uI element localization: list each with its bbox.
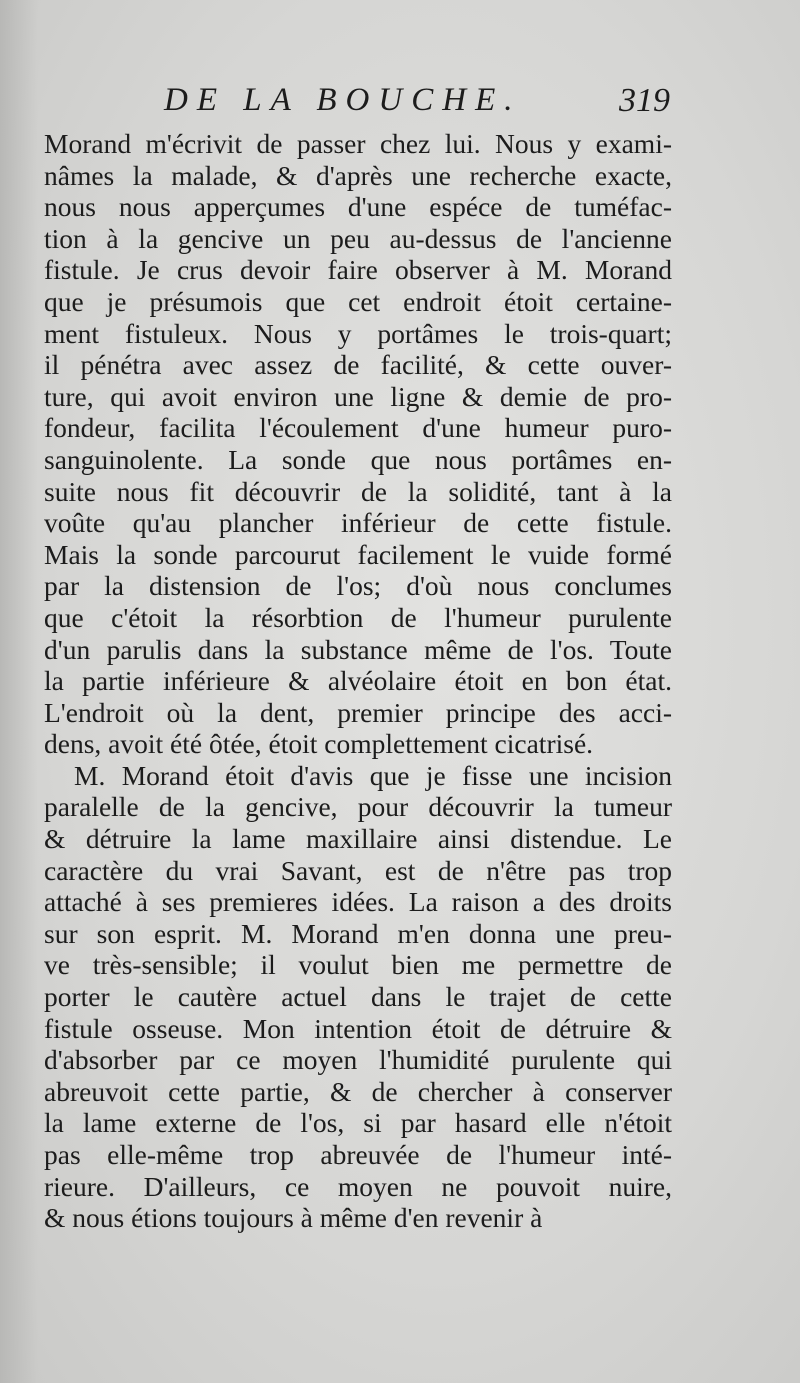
text-line: dens, avoit été ôtée, étoit complettement cicatrisé. (44, 728, 594, 760)
running-title: DE LA BOUCHE. (164, 82, 522, 118)
text-line: que je présumois que cet endroit étoit certaine- (44, 285, 672, 317)
text-line: & détruire la lame maxillaire ainsi distendue. Le (44, 823, 672, 855)
text-line: Morand m'écrivit de passer chez lui. Nous y exami- (44, 128, 672, 159)
page-header (40, 78, 670, 128)
text-line: suite nous fit découvrir de la solidité, tant à la (44, 475, 672, 507)
text-line: Mais la sonde parcourut facilement le vuide formé (44, 538, 672, 570)
text-line: fistule. Je crus devoir faire observer à M. Morand (44, 254, 672, 286)
body-text (44, 128, 672, 1234)
text-line: la lame externe de l'os, si par hasard elle n'étoit (44, 1107, 672, 1139)
text-line: L'endroit où la dent, premier principe des acci- (44, 696, 672, 728)
text-line: attaché à ses premieres idées. La raison a des droits (44, 886, 672, 918)
text-line: ment fistuleux. Nous y portâmes le trois-quart; (44, 317, 672, 349)
text-line: sur son esprit. M. Morand m'en donna une preu- (44, 917, 672, 949)
text-line: M. Morand étoit d'avis que je fisse une incision (74, 759, 672, 791)
paragraph-1 (44, 128, 672, 760)
text-line: rieure. D'ailleurs, ce moyen ne pouvoit nuire, (44, 1170, 672, 1202)
text-line: ture, qui avoit environ une ligne & demie de pro- (44, 380, 672, 412)
text-line: il pénétra avec assez de facilité, & cette ouver- (44, 349, 672, 381)
text-line: pas elle-même trop abreuvée de l'humeur inté- (44, 1139, 672, 1170)
text-line: ve très-sensible; il voulut bien me permettre de (44, 949, 672, 981)
text-line: nous nous apperçumes d'une espéce de tuméfac- (44, 191, 672, 223)
text-line: paralelle de la gencive, pour découvrir la tumeur (44, 791, 672, 823)
text-line: que c'étoit la résorbtion de l'humeur purulente (44, 601, 672, 633)
text-line: porter le cautère actuel dans le trajet de cette (44, 981, 672, 1013)
text-line: fistule osseuse. Mon intention étoit de détruire & (44, 1012, 672, 1044)
text-line: par la distension de l'os; d'où nous conclumes (44, 570, 672, 602)
text-line: fondeur, facilita l'écoulement d'une humeur puro- (44, 412, 672, 444)
text-line: & nous étions toujours à même d'en revenir à (44, 1202, 543, 1234)
text-line: d'un parulis dans la substance même de l'os. Toute (44, 633, 672, 665)
text-line: nâmes la malade, & d'après une recherche exacte, (44, 159, 672, 191)
text-line: voûte qu'au plancher inférieur de cette fistule. (44, 507, 672, 539)
text-line: abreuvoit cette partie, & de chercher à conserver (44, 1075, 672, 1107)
text-line: d'absorber par ce moyen l'humidité purulente qui (44, 1044, 672, 1076)
text-line: caractère du vrai Savant, est de n'être pas trop (44, 854, 672, 886)
page-gutter-shadow (0, 0, 38, 1383)
text-line: tion à la gencive un peu au-dessus de l'ancienne (44, 222, 672, 254)
text-line: la partie inférieure & alvéolaire étoit en bon état. (44, 665, 672, 697)
page-number: 319 (619, 82, 670, 119)
text-line: sanguinolente. La sonde que nous portâmes en- (44, 443, 672, 475)
paragraph-2 (44, 760, 672, 1234)
